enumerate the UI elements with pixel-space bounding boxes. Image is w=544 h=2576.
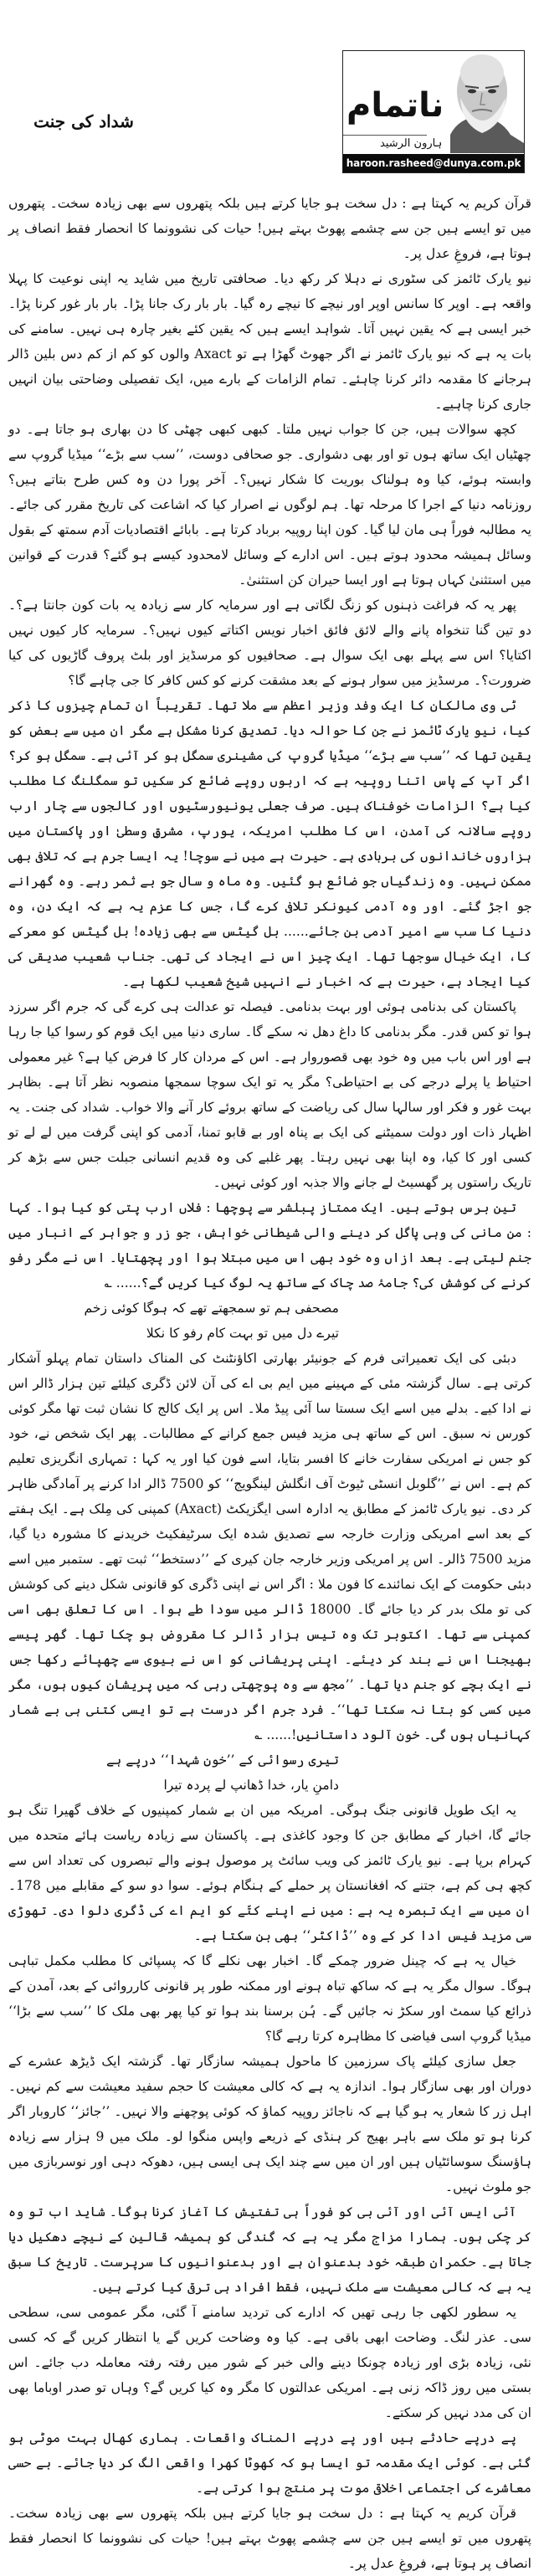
article-paragraph: قرآن کریم یہ کہتا ہے : دل سخت ہو جایا کرتے ہیں بلکہ پتھروں سے بھی زیادہ سخت۔ پتھروں میں تو ایسے ہیں جن سے چشمے پھوٹ بہتے ہیں! حیات کی نشوونما کا انحصار فقط انصاف پر ہوتا ہے، فروغِ عدل پر۔ — [8, 2506, 531, 2571]
article-paragraph: یہ ایک طویل قانونی جنگ ہوگی۔ امریکہ میں ان بے شمار کمپنیوں کے خلاف گھیرا تنگ ہو جائے گا، اخبار کے مطابق جن کا وجود کاغذی ہے۔ پاکستان سے زیادہ ریاست ہائے متحدہ میں کہرام برپا ہے۔ نیو یارک ٹائمز کی ویب سائٹ پر موصول ہونے والے تبصروں کی تعداد اس سے کچھ ہی کم ہے، جتنے کہ افغانستان پر حملے کے ہنگام ہوئے۔ سوا دو سو کے مقابلے میں 178۔ ان میں سے ایک تبصرہ یہ ہے : میں نے اپنے کتّے کو ایم اے کی ڈگری دلوا دی۔ تھوڑی سی مزید فیس ادا کر کے وہ ’’ڈاکٹر‘‘ بھی بن سکتا ہے۔ — [8, 1803, 531, 1943]
article-paragraph: پے درپے حادثے ہیں اور پے درپے المناک واقعات۔ ہماری کھال بہت موٹی ہو گئی ہے۔ کوئی ایک مقدمہ تو ایسا ہو کہ کھوٹا کھرا واقعی الگ کر دیا جائے۔ بے حسی معاشرے کی اجتماعی اخلاقی موت پر منتج ہوا کرتی ہے۔ — [8, 2430, 531, 2496]
article-paragraph: نیو یارک ٹائمز کی سٹوری نے دہلا کر رکھ دیا۔ صحافتی تاریخ میں شاید یہ اپنی نوعیت کا پہلا واقعہ ہے۔ اوپر کا سانس اوپر اور نیچے کا نیچے رہ گیا۔ بار بار رک جانا پڑا۔ بار بار غور کرنا پڑا۔ خبر ایسی ہے کہ یقین نہیں آتا۔ شواہد ایسے ہیں کہ یقین کئے بغیر چارہ ہی نہیں۔ سامنے کی بات یہ ہے کہ نیو یارک ٹائمز نے اگر جھوٹ گھڑا ہے تو Axact والوں کو کم از کم دس بلین ڈالر ہرجانے کا مقدمہ دائر کرنا چاہئے۔ تمام الزامات کے بارے میں، ایک تفصیلی وضاحتی بیان انہیں جاری کرنا چاہیے۔ — [8, 271, 531, 412]
author-name: ہارون الرشید — [380, 137, 443, 150]
article-paragraph: یہ سطور لکھی جا رہی تھیں کہ ادارے کی تردید سامنے آ گئی، مگر عمومی سی، سطحی سی۔ عذر لنگ۔ وضاحت ابھی باقی ہے۔ کیا وہ وضاحت کریں گے یا انتظار کریں گے کہ کسی نئی، زیادہ بڑی اور زیادہ چونکا دینے والی خبر کے شور میں رفتہ رفتہ معاملہ دب جائے۔ اس بستی میں روز ڈاکہ زنی ہے۔ امریکی عدالتوں کا مگر وہ کیا کریں گے؟ وہاں تو صدر اوباما بھی ان کی مدد نہیں کر سکتے۔ — [8, 2305, 531, 2420]
article-paragraph: قرآن کریم یہ کہتا ہے : دل سخت ہو جایا کرتے ہیں بلکہ پتھروں سے بھی زیادہ سخت۔ پتھروں میں تو ایسے ہیں جن سے چشمے پھوٹ بہتے ہیں! حیات کی نشوونما کا انحصار فقط انصاف پر ہوتا ہے، فروغِ عدل پر۔ — [8, 196, 531, 261]
article-title: شداد کی جنت — [33, 111, 134, 131]
article-paragraph: تین برس ہوتے ہیں۔ ایک ممتاز پبلشر سے پوچھا : فلاں ارب پتی کو کیا ہوا۔ کہا : من مانی کی وہی پاگل کر دینے والی شیطانی خواہش، جو زر و جواہر کے انبار میں جنم لیتی ہے۔ بعد ازاں وہ خود بھی اس میں مبتلا ہوا اور پچھتایا۔ اس نے مگر رفو کرنے کی کوشش کی؟ جامۂ صد چاک کے ساتھ یہ لوگ کیا کریں گے؟...... ؎ — [8, 1200, 531, 1291]
article-paragraph: دبئی کی ایک تعمیراتی فرم کے جونیئر بھارتی اکاؤنٹنٹ کی المناک داستان تمام پہلو آشکار کرتی ہے۔ سال گزشتہ مئی کے مہینے میں ایم بی اے کی آن لائن ڈگری کیلئے تین ہزار ڈالر اس نے ادا کیے۔ بدلے میں اسے ایک سستا سا آئی پیڈ ملا۔ اس پر ایک کالج کا نشان ثبت تھا مگر کوئی کورس نہ سبق۔ اس کے ساتھ ہی مزید فیس جمع کرانے کے مطالبات۔ پھر ایک شخص نے، خود کو جس نے امریکی سفارت خانے کا افسر بتایا، اسے فون کیا اور یہ کہا : تمہاری انگریزی تعلیم کم ہے۔ اس نے ’’گلوبل انسٹی ٹیوٹ آف انگلش لینگویج‘‘ کو 7500 ڈالر ادا کرنے پر آمادگی ظاہر کر دی۔ نیو یارک ٹائمز کے مطابق یہ ادارہ اسی ایگزیکٹ (Axact) کمپنی کی مِلک ہے۔ ایک ہفتے کے بعد اسے امریکی وزارت خارجہ سے تصدیق شدہ ایک سرٹیفکیٹ خریدنے کا مشورہ دیا گیا، مزید 7500 ڈالر۔ اس پر امریکی وزیر خارجہ جان کیری کے ’’دستخط‘‘ ثبت تھے۔ ستمبر میں اسے دبئی حکومت کے ایک نمائندے کا فون ملا : اگر اس نے اپنی ڈگری کو قانونی شکل دینے کی کوشش کی تو ملک بدر کر دیا جائے گا۔ 18000 ڈالر میں سودا طے ہوا۔ اس کا تعلق بھی اسی کمپنی سے تھا۔ اکتوبر تک وہ تیس ہزار ڈالر کا مقروض ہو چکا تھا۔ گھر پیسے بھیجنا اس نے بند کر دیئے۔ اپنی پریشانی کو اس نے بیوی سے چھپائے رکھا جس نے ایک بچے کو جنم دیا تھا۔ ’’مجھ سے وہ پوچھتی رہی کہ میں پریشان کیوں ہوں، مگر میں کسی کو بتا نہ سکتا تھا‘‘۔ فرد جرم اگر درست ہے تو ایسی کتنی ہی بے شمار کہانیاں ہوں گی۔ خون آلود داستانیں!...... ؎ — [8, 1351, 532, 1742]
article-paragraph: جعل سازی کیلئے پاک سرزمین کا ماحول ہمیشہ سازگار تھا۔ گزشتہ ایک ڈیڑھ عشرے کے دوران اور بھی سازگار ہوا۔ اندازہ یہ ہے کہ کالی معیشت کا حجم سفید معیشت سے کم نہیں۔ اہل زر کا شعار یہ ہو گیا ہے کہ ناجائز روپیہ کماؤ کہ کوئی پوچھنے والا نہیں۔ ’’جائز‘‘ کاروبار اگر کرنا ہو تو ملک سے باہر بھیج کر ہنڈی کے ذریعے واپس منگوا لو۔ ملک میں 9 ہزار سے زیادہ ہاؤسنگ سوسائٹیاں ہیں اور ان میں سے چند ایک ہی ایسی ہیں، دھوکہ دہی اور نوسربازی میں جو ملوث نہیں۔ — [8, 2054, 531, 2194]
article-paragraph: خیال یہ ہے کہ چینل ضرور چمکے گا۔ اخبار بھی نکلے گا کہ پسپائی کا مطلب مکمل تباہی ہوگا۔ سوال مگر یہ ہے کہ ساکھ تباہ ہونے اور ممکنہ طور پر قانونی کارروائی کے بعد، آمدن کے ذرائع کیا سمٹ اور سکڑ نہ جائیں گے۔ ہُن برسنا بند ہوا تو کیا پھر بھی ملک کا ’’سب سے بڑا‘‘ میڈیا گروپ اسی فیاضی کا مظاہرہ کرتا رہے گا؟ — [8, 1953, 531, 2044]
article-body — [8, 191, 531, 2576]
article-paragraph: کچھ سوالات ہیں، جن کا جواب نہیں ملتا۔ کبھی کبھی چھٹی کا دن بھاری ہو جاتا ہے۔ دو چھٹیاں ایک ساتھ ہوں تو اور بھی دشواری۔ جو صحافی دوست، ’’سب سے بڑے‘‘ میڈیا گروپ سے وابستہ ہوئے، کیا وہ ہولناک بوریت کا شکار نہیں؟۔ آخر پورا دن وہ کس طرح بتاتے ہیں؟ روزنامہ دنیا کے اجرا کا مرحلہ تھا۔ ہم لوگوں نے اصرار کیا کہ اشاعت کی تاریخ مقرر کی جائے۔ یہ مطالبہ فوراً ہی مان لیا گیا۔ کون اپنا روپیہ برباد کرتا ہے۔ بابائے اقتصادیات آدم سمتھ کے بقول وسائل ہمیشہ محدود ہوتے ہیں۔ اس ادارے کے وسائل لامحدود کیسے ہو گئے؟ قدرت کے قوانین میں استثنیٰ کہاں ہوتا ہے اور ایسا حیران کن استثنیٰ۔ — [8, 422, 531, 588]
article-paragraph: آئی ایس آئی اور آئی بی کو فوراً ہی تفتیش کا آغاز کرنا ہوگا۔ شاید اب تو وہ کر چکی ہوں۔ ہمارا مزاج مگر یہ ہے کہ گندگی کو ہمیشہ قالین کے نیچے دھکیل دیا جاتا ہے۔ حکمران طبقہ خود بدعنوان ہے اور بدعنوانیوں کا سرپرست۔ تاریخ کا سبق یہ ہے کہ کالی معیشت سے ملک نہیں، فقط افراد ہی ترقی کیا کرتے ہیں۔ — [8, 2204, 531, 2295]
article-paragraph: ٹی وی مالکان کا ایک وفد وزیر اعظم سے ملا تھا۔ تقریباً ان تمام چیزوں کا ذکر کیا، نیو یارک ٹائمز نے جن کا حوالہ دیا۔ تصدیق کرنا مشکل ہے مگر ان میں سے بعض کو یقین تھا کہ ’’سب سے بڑے‘‘ میڈیا گروپ کی مشینری سمگل ہو کر آئی ہے۔ سمگل ہو کر؟ اگر آپ کے پاس اتنا روپیہ ہے کہ اربوں روپے ضائع کر سکیں تو سمگلنگ کا مطلب کیا ہے؟ الزامات خوفناک ہیں۔ صرف جعلی یونیورسٹیوں اور کالجوں سے چار ارب روپے سالانہ کی آمدن، اس کا مطلب امریکہ، یورپ، مشرقِ وسطیٰ اور پاکستان میں ہزاروں خاندانوں کی بربادی ہے۔ حیرت ہے میں نے سوچا! یہ ایسا جرم ہے کہ تلافی بھی ممکن نہیں۔ وہ زندگیاں جو ضائع ہو گئیں۔ وہ ماہ و سال جو بے ثمر رہے۔ وہ گھرانے جو اجڑ گئے۔ اور وہ آدمی کیونکر تلافی کرے گا، جس کا عزم یہ ہے کہ ایک دن، وہ دنیا کا سب سے امیر آدمی بن جائے...... بل گیٹس سے بھی زیادہ! بل گیٹس کو معرکے کا، ایک خیال سوجھا تھا۔ ایک چیز اس نے ایجاد کی تھی۔ جناب شعیب صدیقی کی کیا ایجاد ہے، حیرت ہے کہ اخبار نے انہیں شیخ شعیب لکھا ہے۔ — [8, 698, 531, 989]
verse-line: دامنِ یار، خدا ڈھانپ لے پردہ تیرا — [163, 1778, 339, 1793]
logo-divider — [343, 135, 427, 136]
author-portrait-icon — [434, 51, 524, 153]
author-email[interactable]: haroon.rasheed@dunya.com.pk — [343, 154, 524, 172]
column-header — [342, 50, 525, 173]
column-logo: ناتمام — [346, 86, 444, 125]
article-paragraph: پاکستان کی بدنامی ہوئی اور بہت بدنامی۔ فیصلہ تو عدالت ہی کرے گی کہ جرم اگر سرزد ہوا تو کس قدر۔ مگر بدنامی کا داغ دھل نہ سکے گا۔ ساری دنیا میں ایک قوم کو رسوا کیا جا رہا ہے اور اس باب میں وہ خود بھی قصوروار ہے۔ اس کے مردان کار کا فرض کیا ہے؟ غیر معمولی احتیاط یا پرلے درجے کی بے احتیاطی؟ مگر یہ تو ایک سوچا سمجھا منصوبہ نظر آتا ہے۔ بظاہر بہت غور و فکر اور سالہا سال کی ریاضت کے ساتھ بروئے کار آنے والا خواب۔ شداد کی جنت۔ یہ اظہار ذات اور دولت سمیٹنے کی ایک بے پناہ اور بے قابو تمنا، آدمی کو اپنی گرفت میں لے لے تو کسی اور کا کیا، وہ اپنا بھی نہیں رہتا۔ پھر غلبے کی وہ قدیم انسانی جبلت جس سے بڑھ کر تاریک راستوں پر گھسیٹ لے جانے والا جذبہ اور کوئی نہیں۔ — [8, 999, 531, 1190]
article-paragraph: پھر یہ کہ فراغت ذہنوں کو زنگ لگاتی ہے اور سرمایہ کار سے زیادہ یہ بات کون جانتا ہے؟۔ دو تین گنا تنخواہ پانے والے لائق فائق اخبار نویس اکتاتے کیوں نہیں؟۔ سرمایہ کار کیوں نہیں اکتایا؟ اس سے پہلے بھی ایک سوال ہے۔ صحافیوں کو مرسڈیز اور بلٹ پروف گاڑیوں کی کیا ضرورت؟۔ مرسڈیز میں سوار ہونے کے بعد مشقت کرنے کو کس کافر کا جی چاہے گا؟ — [8, 598, 531, 688]
verse-line: تیری رسوائی کے ’’خونِ شہدا‘‘ درپے ہے — [106, 1752, 339, 1768]
verse-line: مصحفی ہم تو سمجھتے تھے کہ ہوگا کوئی زخم — [84, 1301, 339, 1316]
verse-line: تیرے دل میں تو بہت کام رفو کا نکلا — [146, 1326, 339, 1341]
